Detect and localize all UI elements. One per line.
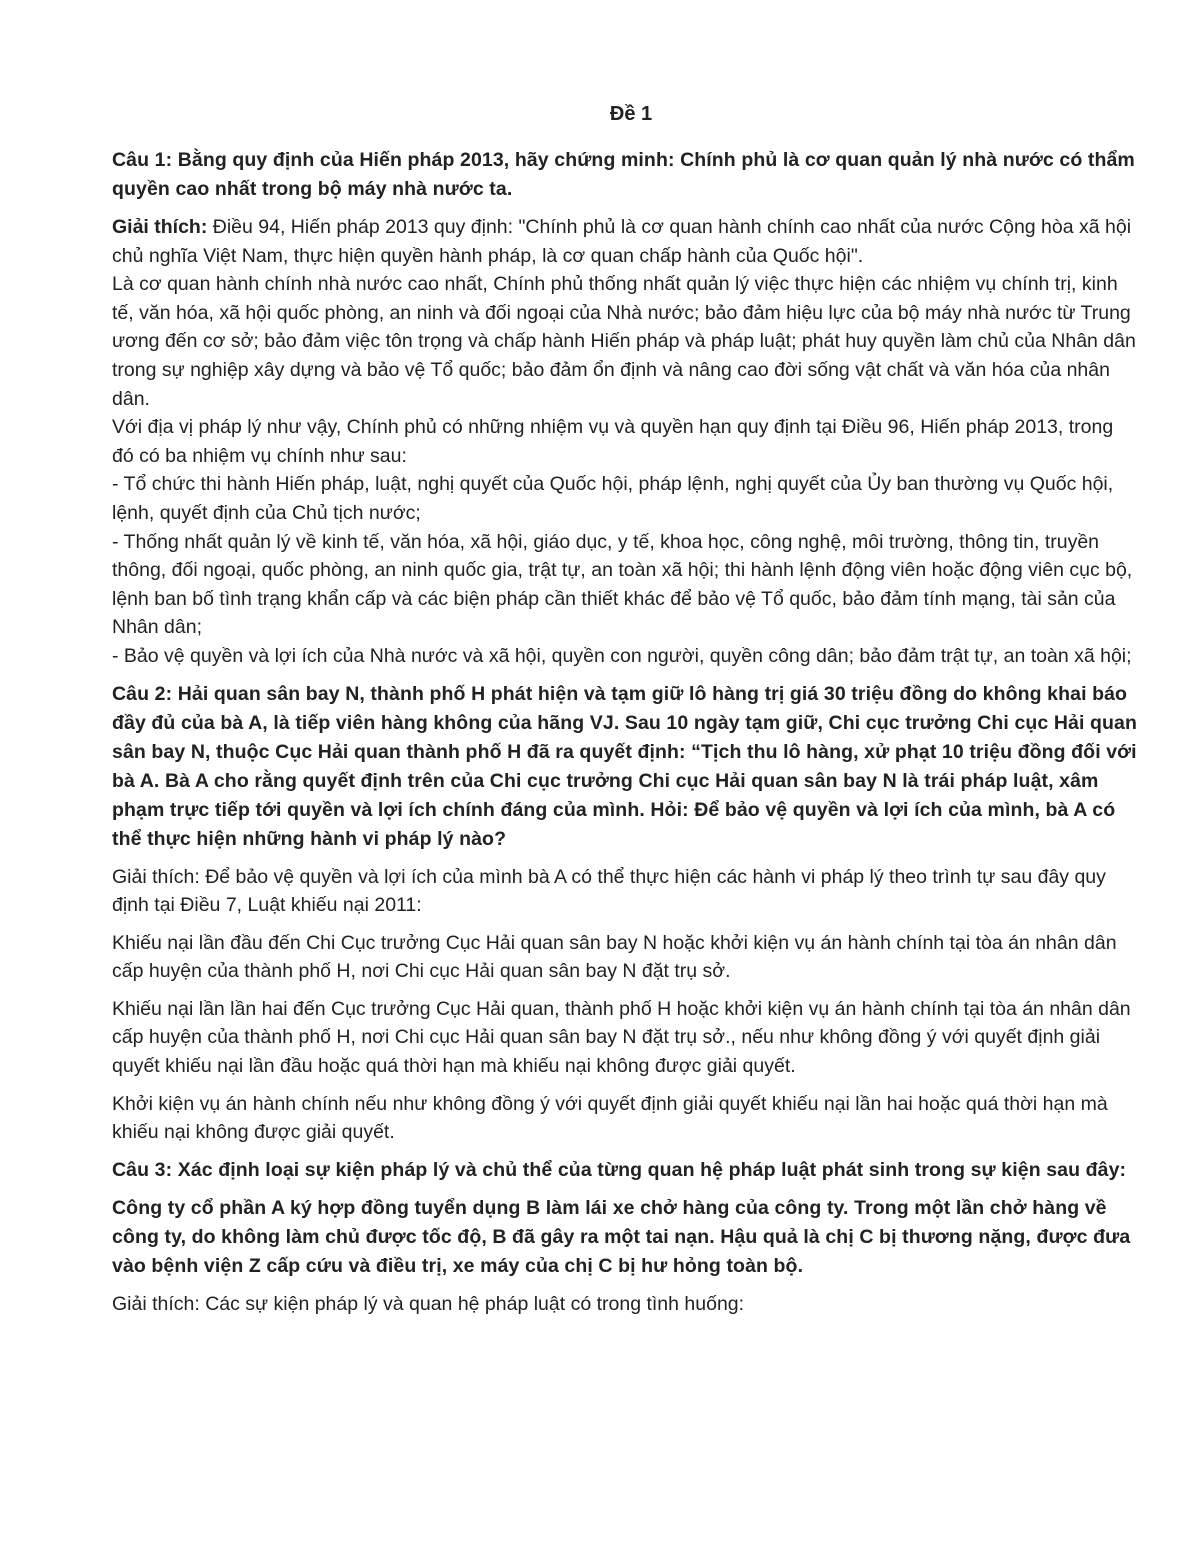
answer-1-lead: Giải thích: xyxy=(112,216,208,238)
answer-1-text: Điều 94, Hiến pháp 2013 quy định: "Chính phủ là cơ quan hành chính cao nhất của nước Cộng hòa xã hội chủ nghĩa Việt Nam, thực hiện quyền hành pháp, là cơ quan chấp hành của Quốc hội". xyxy=(112,216,1132,267)
answer-1-paragraph-2: Là cơ quan hành chính nhà nước cao nhất, Chính phủ thống nhất quản lý việc thực hiện các nhiệm vụ chính trị, kinh tế, văn hóa, xã hội quốc phòng, an ninh và đối ngoại của Nhà nước; bảo đảm hiệu lực của bộ máy nhà nước từ Trung ương đến cơ sở; bảo đảm việc tôn trọng và chấp hành Hiến pháp và pháp luật; phát huy quyền làm chủ của Nhân dân trong sự nghiệp xây dựng và bảo vệ Tổ quốc; bảo đảm ổn định và nâng cao đời sống vật chất và văn hóa của nhân dân. xyxy=(112,273,1136,410)
question-3: Câu 3: Xác định loại sự kiện pháp lý và chủ thể của từng quan hệ pháp luật phát sinh trong sự kiện sau đây: xyxy=(112,1158,1127,1181)
answer-3: Giải thích: Các sự kiện pháp lý và quan hệ pháp luật có trong tình huống: xyxy=(112,1292,745,1315)
answer-1-bullet-2: - Thống nhất quản lý về kinh tế, văn hóa, xã hội, giáo dục, y tế, khoa học, công nghệ, môi trường, thông tin, truyền thông, đối ngoại, quốc phòng, an ninh quốc gia, trật tự, an toàn xã hội; thi hành lệnh động viên hoặc động viên cục bộ, lệnh ban bố tình trạng khẩn cấp và các biện pháp cần thiết khác để bảo vệ Tổ quốc, bảo đảm tính mạng, tài sản của Nhân dân; xyxy=(112,530,1133,639)
question-2: Câu 2: Hải quan sân bay N, thành phố H phát hiện và tạm giữ lô hàng trị giá 30 triệu đồng do không khai báo đầy đủ của bà A, là tiếp viên hàng không của hãng VJ. Sau 10 ngày tạm giữ, Chi cục trưởng Chi cục Hải quan sân bay N, thuộc Cục Hải quan thành phố H đã ra quyết định: “Tịch thu lô hàng, xử phạt 10 triệu đồng đối với bà A. Bà A cho rằng quyết định trên của Chi cục trưởng Chi cục Hải quan sân bay N là trái pháp luật, xâm phạm trực tiếp tới quyền và lợi ích chính đáng của mình. Hỏi: Để bảo vệ quyền và lợi ích của mình, bà A có thể thực hiện những hành vi pháp lý nào? xyxy=(112,682,1137,850)
answer-1-intro xyxy=(112,213,1140,270)
answer-2-step-3: Khởi kiện vụ án hành chính nếu như không đồng ý với quyết định giải quyết khiếu nại lần hai hoặc quá thời hạn mà khiếu nại không được giải quyết. xyxy=(112,1092,1108,1144)
answer-2: Giải thích: Để bảo vệ quyền và lợi ích của mình bà A có thể thực hiện các hành vi pháp lý theo trình tự sau đây quy định tại Điều 7, Luật khiếu nại 2011: xyxy=(112,865,1106,917)
answer-1-bullet-1: - Tổ chức thi hành Hiến pháp, luật, nghị quyết của Quốc hội, pháp lệnh, nghị quyết của Ủy ban thường vụ Quốc hội, lệnh, quyết định của Chủ tịch nước; xyxy=(112,473,1114,524)
answer-2-step-2: Khiếu nại lần lần hai đến Cục trưởng Cục Hải quan, thành phố H hoặc khởi kiện vụ án hành chính tại tòa án nhân dân cấp huyện của thành phố H, nơi Chi cục Hải quan sân bay N đặt trụ sở., nếu như không đồng ý với quyết định giải quyết khiếu nại lần đầu hoặc quá thời hạn mà khiếu nại không được giải quyết. xyxy=(112,997,1131,1078)
answer-1 xyxy=(112,213,1140,671)
question-1: Câu 1: Bằng quy định của Hiến pháp 2013, hãy chứng minh: Chính phủ là cơ quan quản lý nhà nước có thẩm quyền cao nhất trong bộ máy nhà nước ta. xyxy=(112,149,1135,200)
answer-2-step-1: Khiếu nại lần đầu đến Chi Cục trưởng Cục Hải quan sân bay N hoặc khởi kiện vụ án hành chính tại tòa án nhân dân cấp huyện của thành phố H, nơi Chi cục Hải quan sân bay N đặt trụ sở. xyxy=(112,931,1117,983)
answer-1-paragraph-3: Với địa vị pháp lý như vậy, Chính phủ có những nhiệm vụ và quyền hạn quy định tại Điều 96, Hiến pháp 2013, trong đó có ba nhiệm vụ chính như sau: xyxy=(112,416,1114,467)
answer-1-bullet-3: - Bảo vệ quyền và lợi ích của Nhà nước và xã hội, quyền con người, quyền công dân; bảo đảm trật tự, an toàn xã hội; xyxy=(112,644,1132,667)
question-3-scenario: Công ty cổ phần A ký hợp đồng tuyển dụng B làm lái xe chở hàng của công ty. Trong một lần chở hàng về công ty, do không làm chủ được tốc độ, B đã gây ra một tai nạn. Hậu quả là chị C bị thương nặng, được đưa vào bệnh viện Z cấp cứu và điều trị, xe máy của chị C bị hư hỏng toàn bộ. xyxy=(112,1196,1131,1277)
document-title: Đề 1 xyxy=(609,103,653,125)
